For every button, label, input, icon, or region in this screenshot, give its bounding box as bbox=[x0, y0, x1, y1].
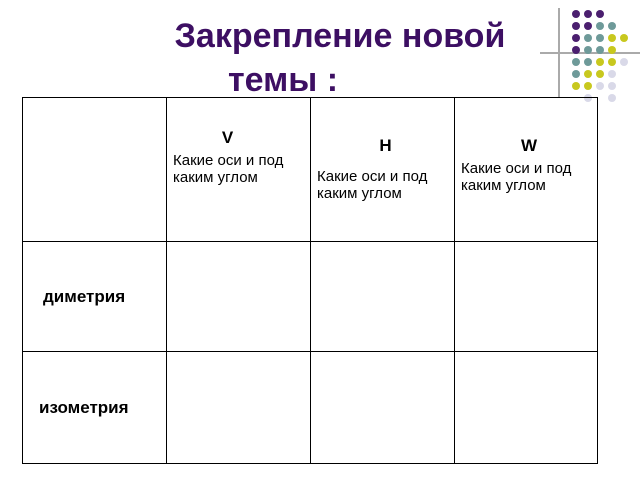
table-cell bbox=[455, 242, 598, 352]
decorative-dot bbox=[572, 22, 580, 30]
decorative-dot bbox=[572, 34, 580, 42]
decorative-dot bbox=[608, 34, 616, 42]
decorative-dot bbox=[572, 82, 580, 90]
decorative-dot bbox=[572, 58, 580, 66]
decorative-dot bbox=[620, 34, 628, 42]
decorative-dot bbox=[596, 10, 604, 18]
decorative-dot bbox=[596, 58, 604, 66]
column-letter: V bbox=[221, 128, 234, 147]
decorative-dot bbox=[584, 10, 592, 18]
decorative-dot bbox=[596, 70, 604, 78]
decorative-dot bbox=[584, 70, 592, 78]
table-cell bbox=[167, 352, 311, 464]
row-label-dimetry bbox=[23, 242, 167, 352]
decorative-dot bbox=[608, 82, 616, 90]
decorative-dot bbox=[596, 46, 604, 54]
decorative-dot bbox=[572, 70, 580, 78]
decorative-dot bbox=[608, 70, 616, 78]
decorative-dot bbox=[584, 82, 592, 90]
table-corner-cell bbox=[23, 98, 167, 242]
decorative-dot bbox=[584, 58, 592, 66]
table-row bbox=[23, 242, 598, 352]
decorative-dot bbox=[584, 22, 592, 30]
column-description: Какие оси и под каким углом bbox=[461, 160, 572, 194]
column-description: Какие оси и под каким углом bbox=[317, 168, 428, 202]
column-description: Какие оси и под каким углом bbox=[173, 152, 284, 186]
table-header-cell-w bbox=[455, 98, 598, 242]
decorative-dot bbox=[572, 10, 580, 18]
table-header-cell-h bbox=[311, 98, 455, 242]
decorative-dot bbox=[596, 82, 604, 90]
table-cell bbox=[311, 242, 455, 352]
decorative-dot bbox=[584, 46, 592, 54]
table-cell bbox=[167, 242, 311, 352]
table-header-row bbox=[23, 98, 598, 242]
decorative-dot bbox=[572, 46, 580, 54]
axes-table bbox=[22, 97, 598, 464]
table-header-cell-v bbox=[167, 98, 311, 242]
decorative-dot bbox=[620, 58, 628, 66]
table-row bbox=[23, 352, 598, 464]
title-line-1: Закрепление новой bbox=[174, 17, 506, 55]
decorative-dot bbox=[584, 34, 592, 42]
decorative-dot bbox=[608, 46, 616, 54]
decorative-dot bbox=[596, 34, 604, 42]
row-label: изометрия bbox=[39, 397, 129, 417]
table-cell bbox=[311, 352, 455, 464]
title-line-2: темы : bbox=[227, 61, 339, 99]
table-cell bbox=[455, 352, 598, 464]
column-letter: H bbox=[379, 136, 392, 155]
decorative-dot bbox=[608, 22, 616, 30]
decorative-dot bbox=[608, 94, 616, 102]
row-label-isometry bbox=[23, 352, 167, 464]
decorative-dot bbox=[596, 22, 604, 30]
row-label: диметрия bbox=[43, 286, 126, 306]
decorative-dot bbox=[608, 58, 616, 66]
slide-title bbox=[0, 14, 640, 102]
column-letter: W bbox=[520, 136, 538, 155]
